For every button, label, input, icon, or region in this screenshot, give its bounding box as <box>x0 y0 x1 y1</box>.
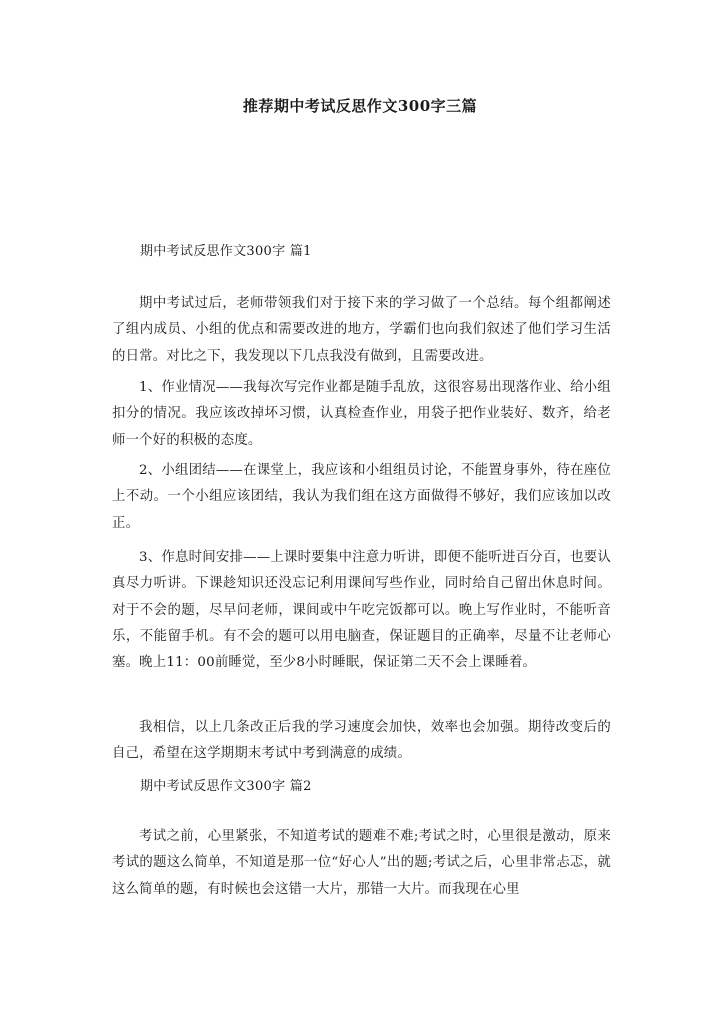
section-heading-1: 期中考试反思作文300字 篇1 <box>140 244 312 259</box>
paragraph: 2、小组团结——在课堂上，我应该和小组组员讨论，不能置身事外，待在座位上不动。一个小组应该团结，我认为我们组在这方面做得不够好，我们应该加以改正。 <box>112 463 611 531</box>
paragraph: 1、作业情况——我每次写完作业都是随手乱放，这很容易出现落作业、给小组扣分的情况。我应该改掉坏习惯，认真检查作业，用袋子把作业装好、数齐，给老师一个好的积极的态度。 <box>112 380 611 448</box>
paragraph: 3、作息时间安排——上课时要集中注意力听讲，即便不能听进百分百，也要认真尽力听讲。下课趁知识还没忘记利用课间写些作业，同时给自己留出休息时间。对于不会的题，尽早问老师，课间或中午吃完饭都可以。晚上写作业时，不能听音乐，不能留手机。有不会的题可以用电脑查，保证题目的正确率，尽量不让老师心塞。晚上11：00前睡觉，至少8小时睡眠，保证第二天不会上课睡着。 <box>112 550 611 671</box>
paragraph: 期中考试过后，老师带领我们对于接下来的学习做了一个总结。每个组都阐述了组内成员、小组的优点和需要改进的地方，学霸们也向我们叙述了他们学习生活的日常。对比之下，我发现以下几点我没有做到，且需要改进。 <box>112 296 611 364</box>
document-title: 推荐期中考试反思作文300字三篇 <box>242 97 478 115</box>
section-heading-2: 期中考试反思作文300字 篇2 <box>140 779 312 794</box>
paragraph: 我相信，以上几条改正后我的学习速度会加快，效率也会加强。期待改变后的自己，希望在这学期期末考试中考到满意的成绩。 <box>112 720 611 762</box>
paragraph: 考试之前，心里紧张，不知道考试的题难不难;考试之时，心里很是激动，原来考试的题这么简单，不知道是那一位“好心人”出的题;考试之后，心里非常忐忑，就这么简单的题，有时候也会这错一大片，那错一大片。而我现在心里 <box>112 829 611 897</box>
